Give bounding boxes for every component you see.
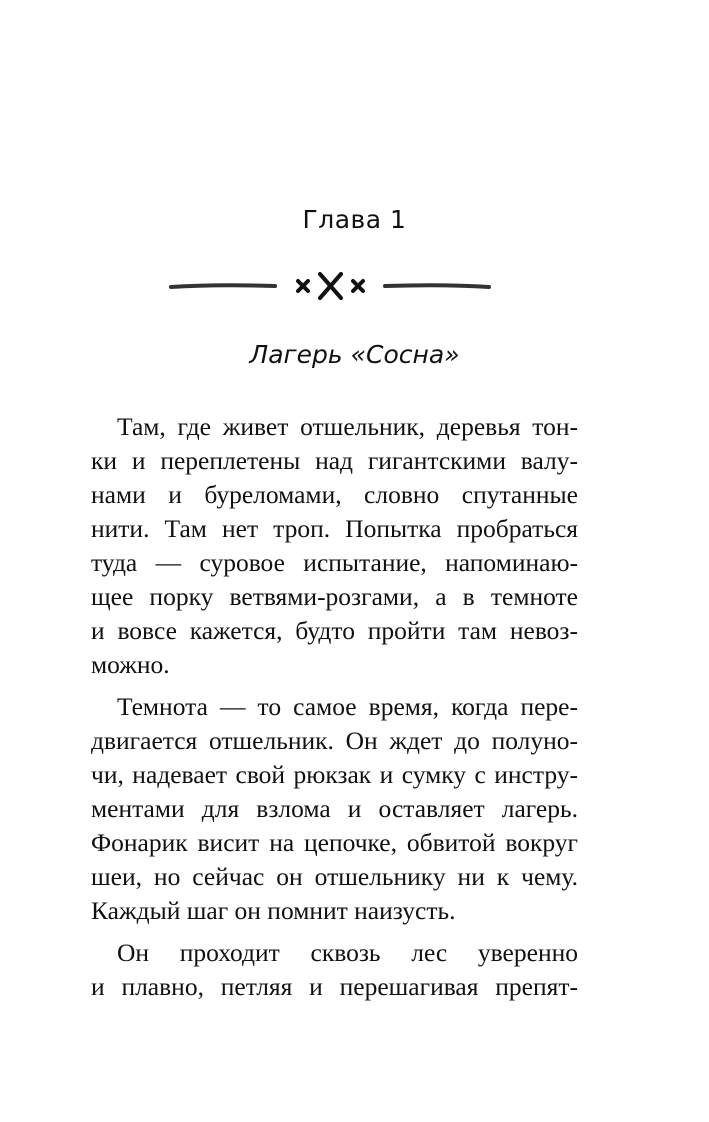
paragraph xyxy=(91,410,578,682)
text-line: и вовсе кажется, будто пройти там невоз- xyxy=(91,616,578,645)
chapter-title: Лагерь «Сосна» xyxy=(249,340,460,369)
text-line: можно. xyxy=(91,650,170,679)
text-line: Фонарик висит на цепочке, обвитой вокруг xyxy=(91,828,578,857)
text-line: нами и буреломами, словно спутанные xyxy=(91,480,578,509)
text-line: Темнота — то самое время, когда пере- xyxy=(117,692,578,721)
text-line: шеи, но сейчас он отшельнику ни к чему. xyxy=(91,862,578,891)
text-line: туда — суровое испытание, напоминаю- xyxy=(91,548,578,577)
paragraph xyxy=(91,690,578,928)
chapter-divider-ornament xyxy=(165,268,495,304)
chapter-label: Глава 1 xyxy=(302,205,407,234)
text-line: ментами для взлома и оставляет лагерь. xyxy=(91,794,578,823)
text-line: двигается отшельник. Он ждет до полуно- xyxy=(91,726,578,755)
text-line: Каждый шаг он помнит наизусть. xyxy=(91,896,456,925)
text-line: щее порку ветвями-розгами, а в темноте xyxy=(91,582,578,611)
text-line: Он проходит сквозь лес уверенно xyxy=(117,938,578,967)
text-line: ки и переплетены над гигантскими валу- xyxy=(91,446,578,475)
paragraph xyxy=(91,936,578,1004)
chapter-body xyxy=(91,410,578,1012)
text-line: нити. Там нет троп. Попытка пробраться xyxy=(91,514,578,543)
text-line: чи, надевает свой рюкзак и сумку с инстру- xyxy=(91,760,578,789)
text-line: и плавно, петляя и перешагивая препят- xyxy=(91,972,578,1001)
text-line: Там, где живет отшельник, деревья тон- xyxy=(117,412,578,441)
